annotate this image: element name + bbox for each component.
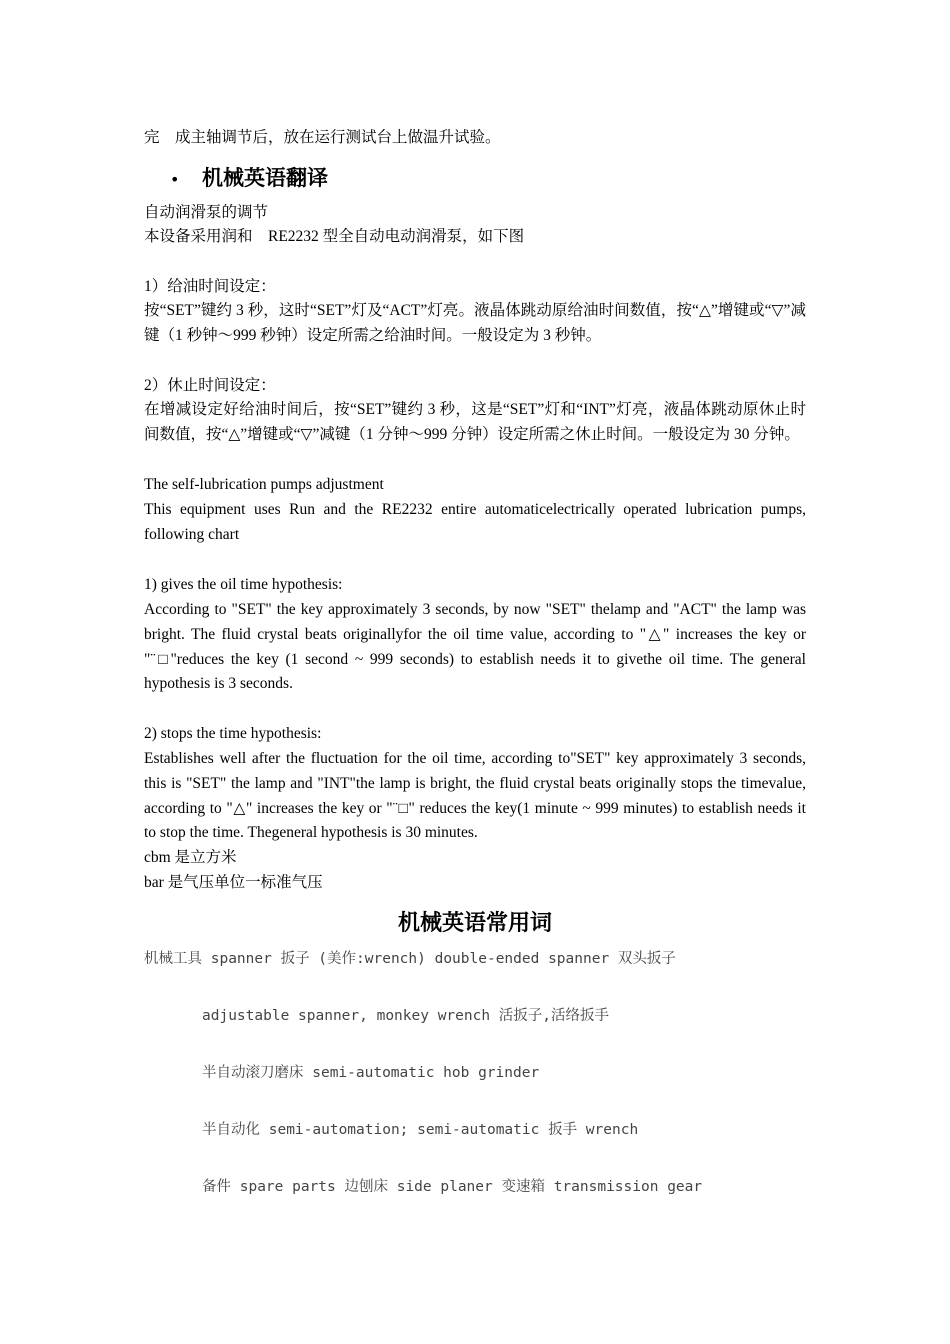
cn-step1-title: 1）给油时间设定： [144,278,276,295]
cn-intro: 本设备采用润和 RE2232 型全自动电动润滑泵，如下图 [144,228,525,245]
en-heading: The self-lubrication pumps adjustment [144,476,384,493]
vocab-line: 备件 spare parts 边刨床 side planer 变速箱 transmission gear [202,1179,703,1195]
cn-step1-body: 按“SET”键约 3 秒，这时“SET”灯及“ACT”灯亮。液晶体跳动原给油时间数值，按“△”增键或“▽”减键（1 秒钟～999 秒钟）设定所需之给油时间。一般设定为 3 秒钟。 [144,302,806,344]
vocab-line: 机械工具 spanner 扳子 (美作:wrench) double-ended spanner 双头扳子 [144,951,676,967]
en-intro: This equipment uses Run and the RE2232 entire automaticelectrically operated lubrication pumps, following chart [144,501,806,543]
vocab-line: adjustable spanner, monkey wrench 活扳子,活络扳手 [202,1008,610,1024]
en-step2-title: 2) stops the time hypothesis: [144,725,322,742]
vocab-line: 半自动化 semi-automation; semi-automatic 扳手 wrench [202,1122,639,1138]
vocab-title: 机械英语常用词 [397,911,552,936]
bullet-icon: • [170,169,180,189]
en-step1-title: 1) gives the oil time hypothesis: [144,576,343,593]
cbm-line: cbm 是立方米 [144,849,237,866]
en-step1-body: According to "SET" the key approximately 3 seconds, by now "SET" thelamp and "ACT" the lamp was bright. The fluid crystal beats originallyfor the oil time value, according to "△" increases the key or "¨□"reduces the key (1 second ~ 999 seconds) to establish needs it to givethe oil time. The general hypothesis is 3 seconds. [144,601,806,693]
vocab-line: 半自动滚刀磨床 semi-automatic hob grinder [202,1065,540,1081]
section-heading [170,162,328,192]
cn-step2-body: 在增减设定好给油时间后，按“SET”键约 3 秒，这是“SET”灯和“INT”灯亮，液晶体跳动原休止时间数值，按“△”增键或“▽”减键（1 分钟～999 分钟）设定所需之休止时间。一般设定为 30 分钟。 [144,401,806,443]
intro-line: 完 成主轴调节后，放在运行测试台上做温升试验。 [144,129,501,146]
cn-heading: 自动润滑泵的调节 [144,204,269,221]
en-step2-body: Establishes well after the fluctuation for the oil time, according to"SET" key approximately 3 seconds, this is "SET" the lamp and "INT"the lamp is bright, the fluid crystal beats originally stops the timevalue, according to "△" increases the key or "¨□" reduces the key(1 minute ~ 999 minutes) to establish needs it to stop the time. Thegeneral hypothesis is 30 minutes. [144,750,806,842]
section-title: 机械英语翻译 [202,166,328,190]
cn-step2-title: 2）休止时间设定： [144,377,276,394]
bar-line: bar 是气压单位一标准气压 [144,874,323,891]
